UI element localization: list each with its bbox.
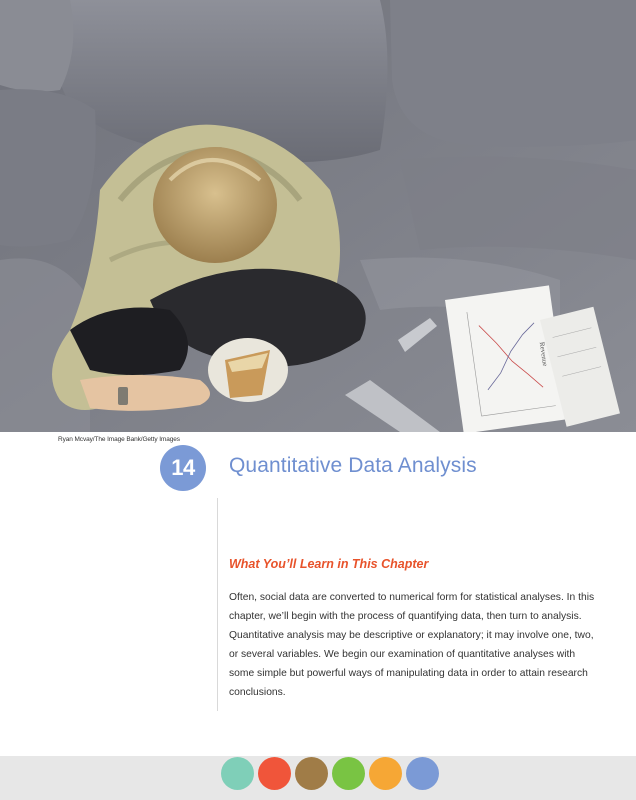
learning-objectives-body: Often, social data are converted to numerical form for statistical analyses. In this chapter, we’ll begin with the process of quantifying data, then turn to analysis. Quantitative analysis may be descriptive or explanatory; it may involve one, two, or several variables. We begin our examination of quantitative analyses with some simple but powerful ways of manipulating data in order to attain research conclusions. [229,592,595,698]
color-dot [332,757,365,790]
footer-color-dots [221,757,439,790]
chapter-number-badge: 14 [160,445,206,491]
paper-revenue-label: Revenue [537,341,550,367]
photo-credit: Ryan Mcvay/The Image Bank/Getty Images [58,436,180,443]
vertical-divider [217,498,218,711]
color-dot [406,757,439,790]
learning-objectives-heading: What You’ll Learn in This Chapter [229,557,429,571]
chapter-title: Quantitative Data Analysis [229,454,477,477]
color-dot [295,757,328,790]
color-dot [369,757,402,790]
color-dot [258,757,291,790]
color-dot [221,757,254,790]
